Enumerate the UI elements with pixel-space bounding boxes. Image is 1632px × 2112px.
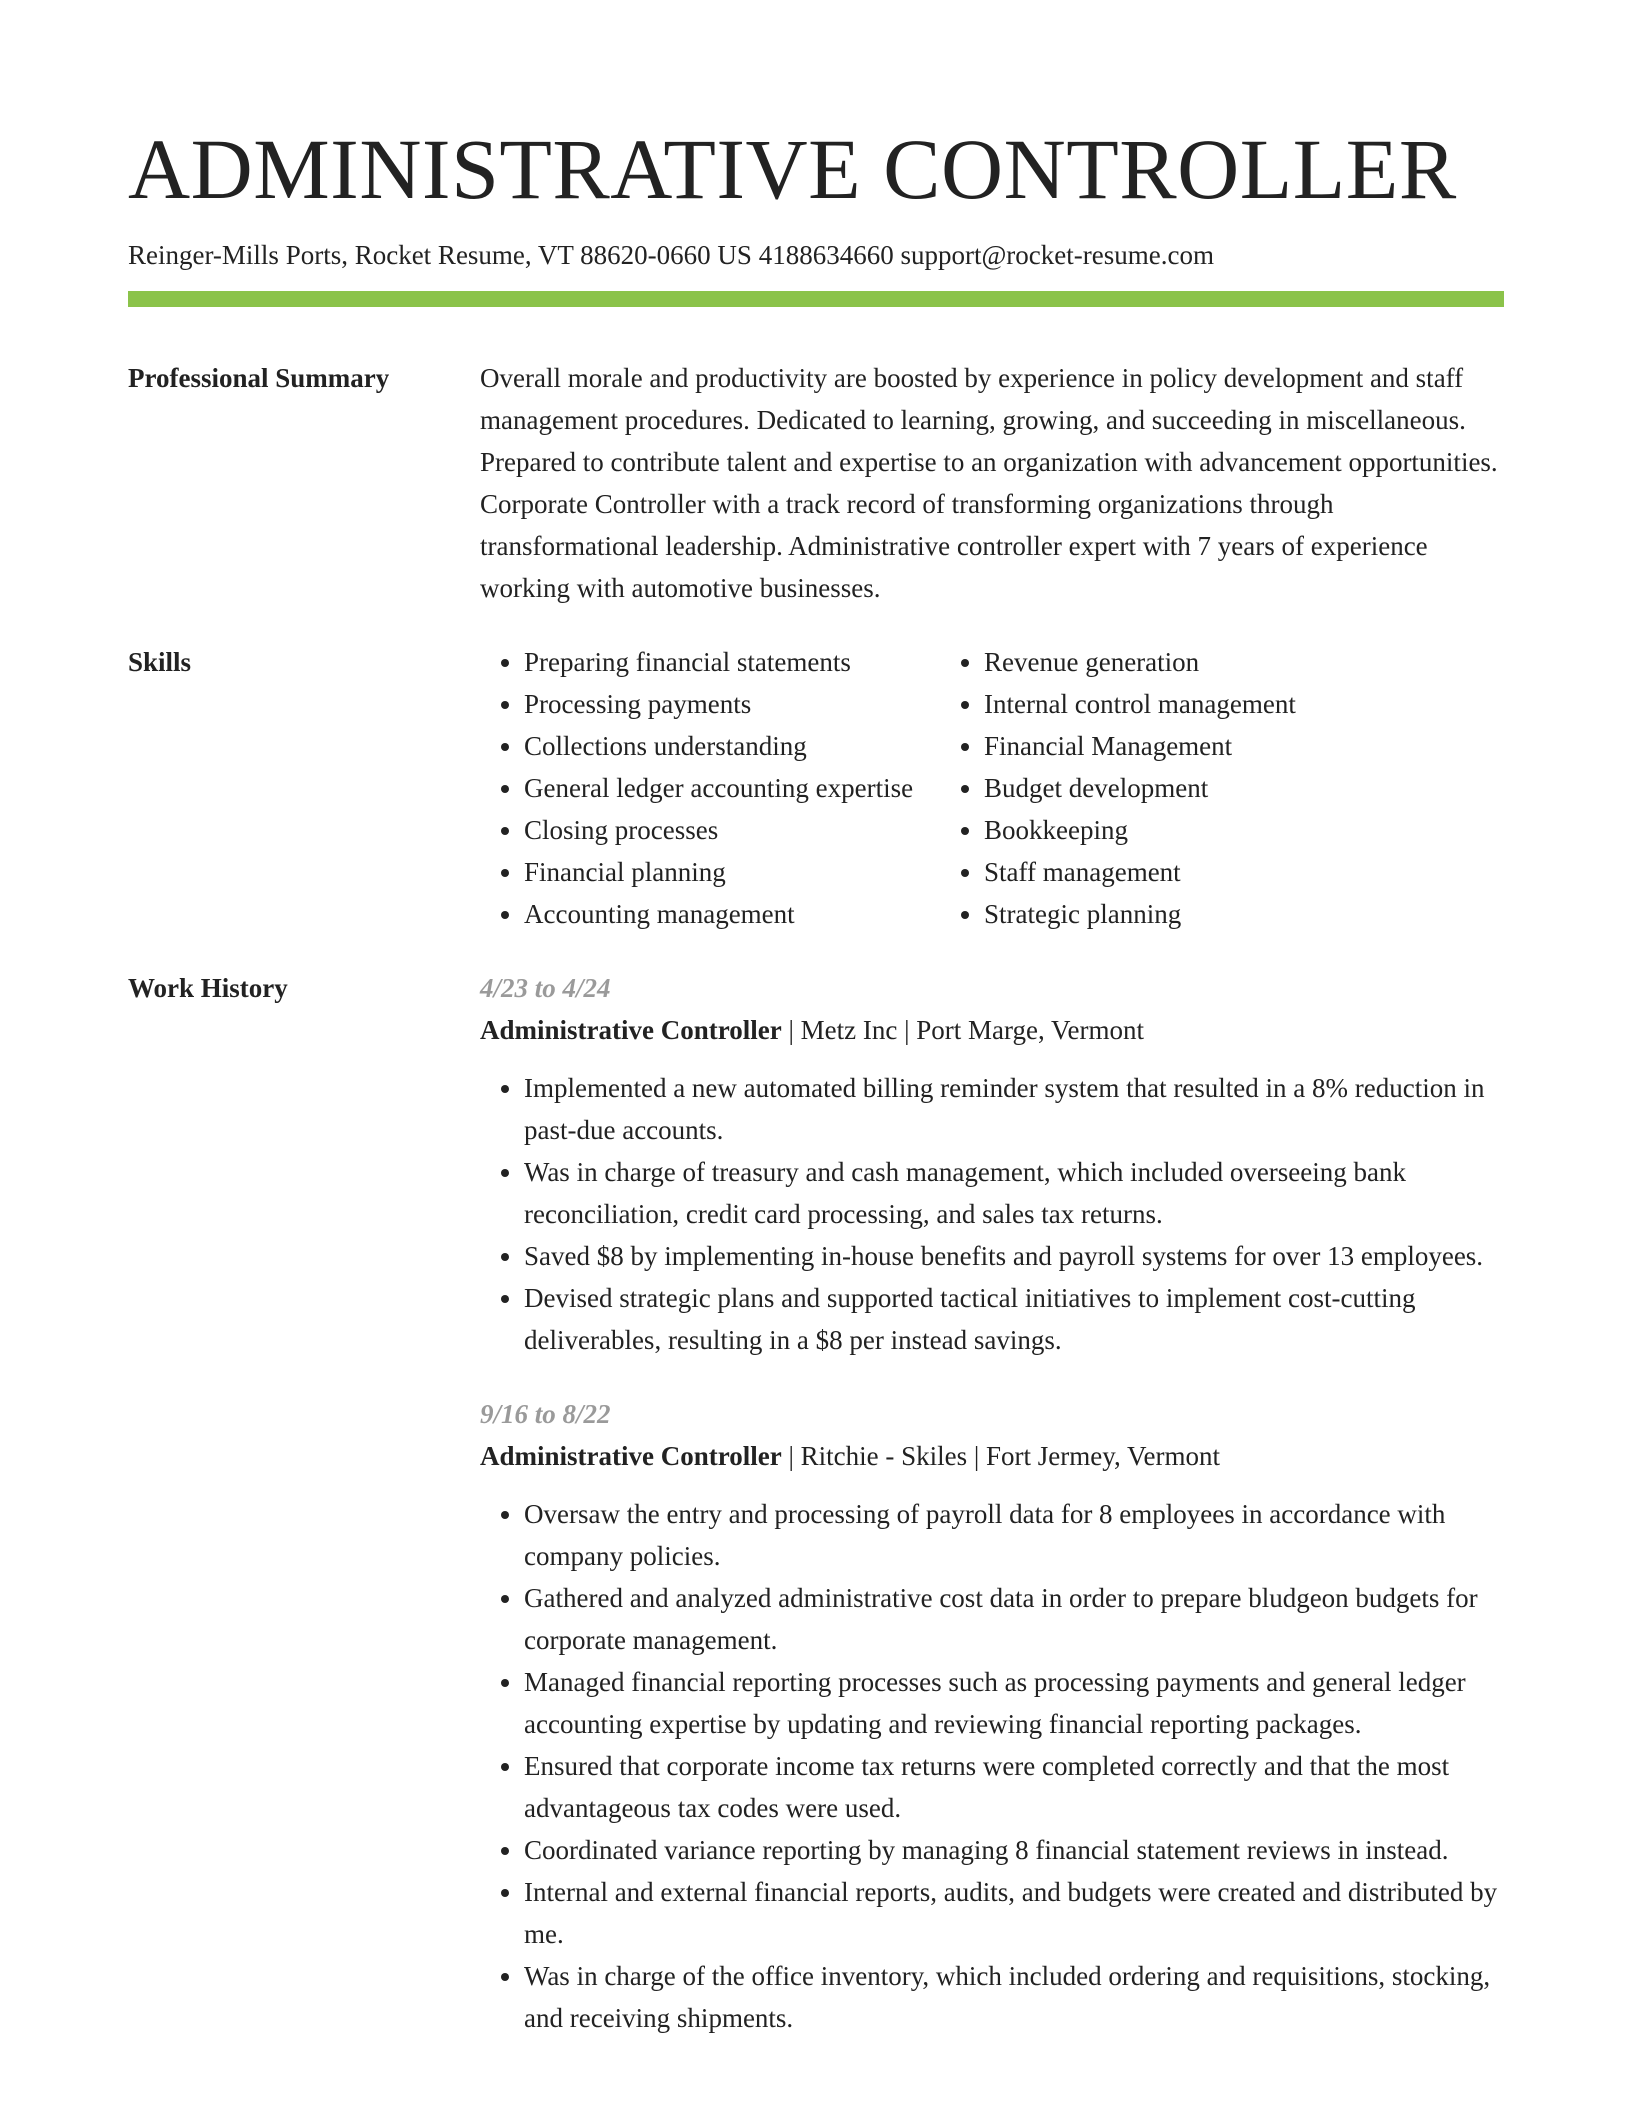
- job-bullet: • Internal and external financial reports, audits, and budgets were created and distributed by me.: [524, 1871, 1504, 1955]
- skill-item: • Revenue generation: [984, 641, 1504, 683]
- skill-item: • Internal control management: [984, 683, 1504, 725]
- skill-item: • Financial planning: [524, 851, 940, 893]
- resume-page: [128, 0, 1504, 2039]
- skills-list-right: [940, 641, 1504, 935]
- job-dates: 4/23 to 4/24: [480, 973, 611, 1003]
- accent-divider: [128, 291, 1504, 307]
- job-company-location: | Metz Inc | Port Marge, Vermont: [781, 1015, 1144, 1045]
- job-title: Administrative Controller: [480, 1015, 782, 1045]
- job-title-line: [480, 1009, 1504, 1051]
- job-entry: [480, 967, 1504, 1361]
- skill-item: • Financial Management: [984, 725, 1504, 767]
- work-history-label: Work History: [128, 973, 288, 1003]
- skill-item: • Processing payments: [524, 683, 940, 725]
- summary-section: [128, 357, 1504, 609]
- job-bullet: • Oversaw the entry and processing of payroll data for 8 employees in accordance with company policies.: [524, 1493, 1504, 1577]
- skills-label: Skills: [128, 647, 192, 677]
- job-company-location: | Ritchie - Skiles | Fort Jermey, Vermont: [781, 1441, 1220, 1471]
- job-bullets: [480, 1067, 1504, 1361]
- skill-item: • Staff management: [984, 851, 1504, 893]
- skill-item: • Closing processes: [524, 809, 940, 851]
- job-bullet: • Gathered and analyzed administrative cost data in order to prepare bludgeon budgets for corporate management.: [524, 1577, 1504, 1661]
- job-bullet: • Ensured that corporate income tax returns were completed correctly and that the most advantageous tax codes were used.: [524, 1745, 1504, 1829]
- resume-name: ADMINISTRATIVE CONTROLLER: [128, 121, 1457, 217]
- job-bullet: • Was in charge of treasury and cash management, which included overseeing bank reconciliation, credit card processing, and sales tax returns.: [524, 1151, 1504, 1235]
- summary-label: Professional Summary: [128, 363, 390, 393]
- job-bullet: • Coordinated variance reporting by managing 8 financial statement reviews in instead.: [524, 1829, 1504, 1871]
- summary-text: Overall morale and productivity are boosted by experience in policy development and staff management procedures. Dedicated to learning, growing, and succeeding in miscellaneous. Prepared to contribute talent and expertise to an organization with advancement opportunities. Corporate Controller with a track record of transforming organizations through transformational leadership. Administrative controller expert with 7 years of experience working with automotive businesses.: [480, 363, 1498, 603]
- job-bullets: [480, 1493, 1504, 2039]
- skill-item: • Accounting management: [524, 893, 940, 935]
- job-entry: [480, 1393, 1504, 2039]
- job-bullet: • Was in charge of the office inventory, which included ordering and requisitions, stocking, and receiving shipments.: [524, 1955, 1504, 2039]
- contact-line: Reinger-Mills Ports, Rocket Resume, VT 88620-0660 US 4188634660 support@rocket-resume.com: [128, 240, 1214, 270]
- job-bullet: • Saved $8 by implementing in-house benefits and payroll systems for over 13 employees.: [524, 1235, 1504, 1277]
- skill-item: • Bookkeeping: [984, 809, 1504, 851]
- skills-list-left: [480, 641, 940, 935]
- skills-section: [128, 641, 1504, 935]
- skill-item: • Budget development: [984, 767, 1504, 809]
- skill-item: • General ledger accounting expertise: [524, 767, 940, 809]
- job-bullet: • Devised strategic plans and supported tactical initiatives to implement cost-cutting deliverables, resulting in a $8 per instead savings.: [524, 1277, 1504, 1361]
- job-bullet: • Managed financial reporting processes such as processing payments and general ledger accounting expertise by updating and reviewing financial reporting packages.: [524, 1661, 1504, 1745]
- work-history-section: [128, 967, 1504, 2039]
- job-title-line: [480, 1435, 1504, 1477]
- skill-item: • Preparing financial statements: [524, 641, 940, 683]
- skill-item: • Strategic planning: [984, 893, 1504, 935]
- job-title: Administrative Controller: [480, 1441, 782, 1471]
- jobs-list: [480, 967, 1504, 2039]
- skill-item: • Collections understanding: [524, 725, 940, 767]
- job-bullet: • Implemented a new automated billing reminder system that resulted in a 8% reduction in past-due accounts.: [524, 1067, 1504, 1151]
- job-dates: 9/16 to 8/22: [480, 1399, 611, 1429]
